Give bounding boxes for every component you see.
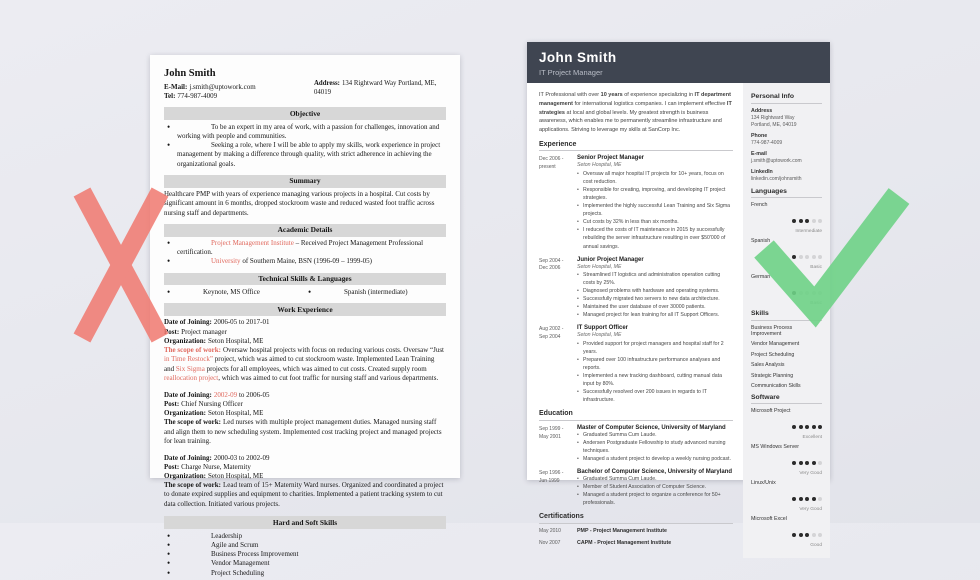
entry-company: Seton Hospital, ME: [577, 332, 622, 339]
section-header-tech-skills: Technical Skills & Languages: [164, 273, 446, 286]
skill-item: Strategic Planning: [751, 372, 794, 379]
entry-role: Senior Project Manager: [577, 155, 645, 162]
work-entry-line: Organization: Seton Hospital, ME: [164, 336, 264, 345]
bad-resume-header: [164, 67, 446, 101]
rating-dots: [751, 210, 822, 228]
certification-name: PMP - Project Management Institute: [577, 527, 667, 534]
experience-entry: [539, 257, 733, 320]
education-entry: [539, 469, 733, 507]
work-entry-line: Post: Charge Nurse, Maternity: [164, 462, 251, 471]
rating-label: Basic: [810, 301, 822, 306]
entry-dates: Aug 2002 - Sep 2004: [539, 326, 564, 341]
work-entry: [164, 318, 446, 383]
bullet-item: • Responsible for creating, improving, and developing IT project strategies.: [577, 186, 733, 202]
personal-info-field: Address 134 Rightward Way Portland, ME, 04019: [751, 107, 797, 128]
section-header-soft-skills: Hard and Soft Skills: [164, 516, 446, 529]
entry-dates: Sep 1999 - May 2001: [539, 425, 564, 440]
list-item: • Business Process Improvement: [177, 550, 446, 559]
work-entry-line: Post: Project manager: [164, 327, 227, 336]
rating-dots: [751, 488, 822, 506]
language-item: French Intermediate: [751, 202, 822, 234]
certification-entry: [539, 540, 733, 548]
list-item: • Project Scheduling: [177, 569, 446, 578]
bullet-item: • Managed a student project to organize a conference for 50+ professionals.: [577, 491, 733, 507]
rating-dots: [751, 452, 822, 470]
bullet-item: • Diagnosed problems with hardware and operating systems.: [577, 287, 733, 295]
entry-role: IT Support Officer: [577, 325, 628, 332]
section-title-certifications: Certifications: [539, 513, 733, 524]
entry-dates: Dec 2006 - present: [539, 156, 564, 171]
section-header-academic: Academic Details: [164, 224, 446, 237]
skill-item: Sales Analysis: [751, 362, 785, 368]
list-item: • Leadership: [177, 532, 446, 541]
certification-entry: [539, 528, 733, 536]
skill-item: Project Scheduling: [751, 351, 795, 358]
education-entry: [539, 425, 733, 463]
personal-info-fields: [751, 108, 822, 184]
work-entry-line: Date of Joining: 2006-05 to 2017-01: [164, 318, 270, 327]
education-entries: [539, 425, 733, 508]
rating-label: Excellent: [802, 435, 822, 440]
entry-degree: Master of Computer Science, University of Maryland: [577, 424, 726, 431]
work-entry-line: The scope of work: Led nurses with multiple project management duties. Managed nursing staff and align them to new scheduling system. Implemented cost tracking project and managed projects for lean training.: [164, 418, 442, 445]
entry-degree: Bachelor of Computer Science, University of Maryland: [577, 469, 733, 476]
rating-dots: [751, 524, 822, 542]
work-entry: [164, 391, 446, 446]
entry-dates: Sep 2004 - Dec 2006: [539, 257, 564, 272]
work-entry: [164, 454, 446, 509]
work-entry-line: Date of Joining: 2002-09 to 2006-05: [164, 390, 270, 399]
section-header-objective: Objective: [164, 107, 446, 120]
candidate-job-title: IT Project Manager: [539, 67, 603, 77]
bullet-item: • Member of Student Association of Computer Science.: [577, 483, 733, 491]
section-title-education: Education: [539, 410, 733, 421]
skill-item: Business Process Improvement: [751, 324, 793, 337]
section-header-summary: Summary: [164, 175, 446, 188]
bullet-item: • I reduced the costs of IT maintenance in 2015 by successfully rebuilding the server infrastructure resulting in over $50'000 of annual savings.: [577, 226, 733, 250]
soft-skills-list: [164, 532, 446, 578]
rating-dots: [751, 282, 822, 300]
rating-label: Very Good: [799, 507, 822, 512]
bullet-item: • Managed project for lean training for all IT Support Officers.: [577, 311, 733, 319]
x-mark-icon: [82, 192, 160, 338]
work-entry-line: The scope of work: Oversaw hospital projects with focus on reducing various costs. Oversaw “Just in Time Restock” project, which was aimed to cut stockroom waste. Implemented Lean Training and Six Sigma projects for all employees, which was aimed to cut costs. Created supply room reallocation project, which was aimed to cut foot traffic for nursing staff and various departments.: [164, 346, 445, 382]
rating-label: Intermediate: [795, 229, 822, 234]
bullet-item: • Provided support for project managers and hospital staff for 2 years.: [577, 340, 733, 356]
software-item: MS Windows Server Very Good: [751, 444, 822, 476]
skill-item: Communication Skills: [751, 383, 801, 389]
resume-sidebar: [743, 83, 830, 558]
list-item: • Keynote, MS Office: [177, 288, 305, 297]
candidate-name: John Smith: [539, 50, 617, 65]
software-item: Microsoft Project Excellent: [751, 408, 822, 440]
address-line: Address: 134 Rightward Way Portland, ME, 04019: [314, 80, 437, 96]
candidate-name: John Smith: [164, 68, 216, 79]
sidebar-title-skills: Skills: [751, 310, 822, 321]
objective-list: [164, 123, 446, 169]
entry-dates: Sep 1996 - Jun 1999: [539, 470, 564, 484]
personal-info-field: Phone 774-987-4009: [751, 133, 783, 146]
list-item: • Project Management Institute – Received Project Management Professional certification.: [177, 239, 446, 257]
experience-entry: [539, 325, 733, 404]
entry-date: May 2010: [539, 527, 561, 534]
bullet-item: • Maintained the user database of over 30000 patients.: [577, 303, 733, 311]
bullet-item: • Successfully migrated two servers to new data architecture.: [577, 295, 733, 303]
list-item: • Vendor Management: [177, 559, 446, 568]
work-experience-entries: [164, 318, 446, 508]
bullet-item: • Graduated Summa Cum Laude.: [577, 431, 733, 439]
language-item: German Basic: [751, 274, 822, 306]
bullet-item: • Cut costs by 32% in less than six months.: [577, 218, 733, 226]
software-item: Microsoft Excel Good: [751, 516, 822, 548]
bullet-item: • Implemented a new tracking dashboard, cutting manual data input by 80%.: [577, 372, 733, 388]
profile-summary: IT Professional with over 10 years of experience specializing in IT department management for international logistics companies. I can implement effective IT strategies at local and global levels. My greatest strength is business awareness, which enables me to permanently streamline infrastructure and applications. Striving to leverage my skills at SanCorp Inc.: [539, 92, 732, 134]
work-entry-line: Post: Chief Nursing Officer: [164, 399, 243, 408]
skill-items: [751, 325, 822, 390]
certification-entries: [539, 528, 733, 548]
list-item: • University of Southern Maine, BSN (1996-09 – 1999-05): [177, 257, 446, 266]
good-resume-page: [527, 42, 830, 548]
bullet-item: • Graduated Summa Cum Laude.: [577, 475, 733, 483]
sidebar-title-languages: Languages: [751, 188, 822, 199]
bullet-item: • Prepared over 100 infrastructure performance analyses and reports.: [577, 356, 733, 372]
phone-line: Tel: 774-987-4009: [164, 92, 218, 101]
rating-dots: [751, 416, 822, 434]
email-line: E-Mail: j.smith@uptowork.com: [164, 82, 256, 91]
entry-role: Junior Project Manager: [577, 256, 644, 263]
language-items: [751, 202, 822, 306]
tech-skills-grid: [164, 288, 446, 297]
experience-entry: [539, 155, 733, 250]
bad-resume-page: [150, 55, 460, 577]
work-entry-line: Date of Joining: 2000-03 to 2002-09: [164, 453, 270, 462]
rating-label: Very Good: [799, 471, 822, 476]
list-item: • Agile and Scrum: [177, 541, 446, 550]
work-entry-line: Organization: Seton Hospital, ME: [164, 471, 264, 480]
section-header-work-experience: Work Experience: [164, 303, 446, 316]
bullet-item: • Successfully resolved over 200 issues in regards to IT infrastructure.: [577, 388, 733, 404]
list-item: • Seeking a role, where I will be able to apply my skills, work experience in project management by making a difference through quality, with strict adherence in achieving the organizational goals.: [177, 141, 446, 169]
skill-item: Vendor Management: [751, 341, 800, 347]
list-item: • Spanish (intermediate): [318, 288, 446, 297]
bullet-item: • Implemented the highly successful Lean Training and Six Sigma projects.: [577, 202, 733, 218]
bullet-item: • Oversaw all major hospital IT projects for 10+ years, focus on cost reduction.: [577, 170, 733, 186]
bullet-item: • Managed a student project to develop a weekly nursing podcast.: [577, 455, 733, 463]
personal-info-field: LinkedIn linkedin.com/johnsmith: [751, 169, 802, 182]
section-title-experience: Experience: [539, 141, 733, 152]
entry-company: Seton Hospital, ME: [577, 162, 622, 169]
list-item: • To be an expert in my area of work, with a passion for challenges, innovation and working with people and communities.: [177, 123, 446, 141]
rating-label: Good: [810, 543, 822, 548]
rating-dots: [751, 246, 822, 264]
language-item: Spanish Basic: [751, 238, 822, 270]
entry-company: Seton Hospital, ME: [577, 263, 622, 270]
resume-main-column: [527, 83, 743, 558]
experience-entries: [539, 155, 733, 404]
bullet-item: • Andersen Postgraduate Fellowship to study advanced nursing techniques.: [577, 439, 733, 455]
software-items: [751, 408, 822, 548]
sidebar-title-software: Software: [751, 394, 822, 405]
work-entry-line: The scope of work: Lead team of 15+ Maternity Ward nurses. Organized and coordinated a project to donate expired supplies and equipment to charities. Implemented a patient tracking system to cut data collection. Initiated various projects.: [164, 481, 444, 508]
sidebar-title-personal-info: Personal Info: [751, 93, 822, 104]
work-entry-line: Organization: Seton Hospital, ME: [164, 409, 264, 418]
entry-date: Nov 2007: [539, 539, 561, 546]
personal-info-field: E-mail j.smith@uptowork.com: [751, 151, 802, 164]
bullet-item: • Streamlined IT logistics and administration operation cutting costs by 25%.: [577, 271, 733, 287]
software-item: Linux/Unix Very Good: [751, 480, 822, 512]
rating-label: Basic: [810, 265, 822, 270]
summary-text: Healthcare PMP with years of experience managing various projects in a hospital. Cut costs by significant amount in 6 months, dropped stockroom waste and reduced wasted foot traffic across nursing staff and departments.: [164, 190, 435, 217]
academic-list: [164, 239, 446, 267]
resume-header: [527, 42, 830, 83]
certification-name: CAPM - Project Management Institute: [577, 539, 672, 546]
